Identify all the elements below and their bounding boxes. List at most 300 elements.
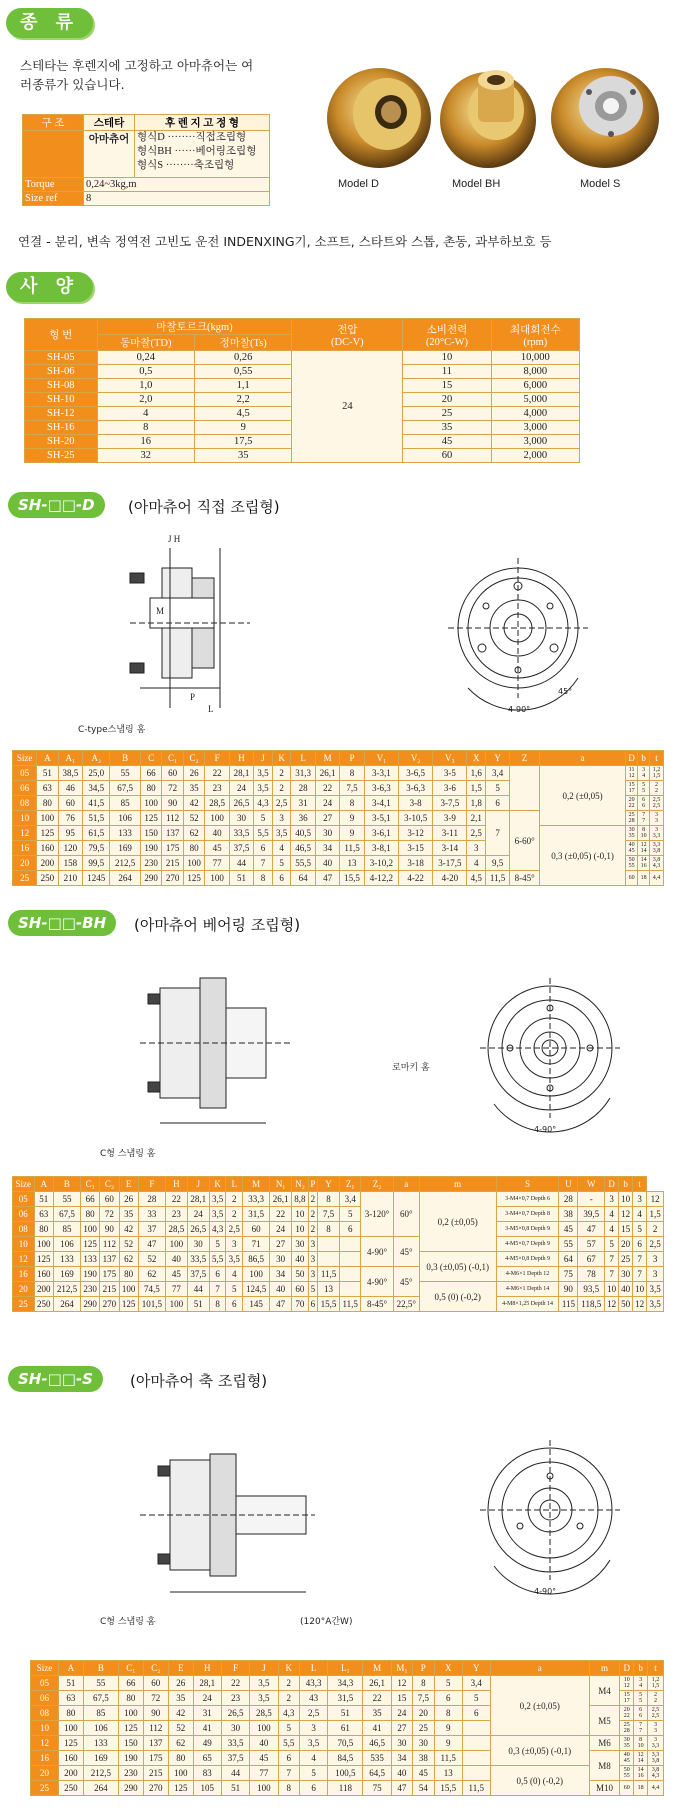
table-cell: 8 — [340, 796, 364, 811]
spec-col-model: 형 번 — [25, 319, 98, 351]
table-row — [13, 1267, 664, 1282]
table-cell: 10,000 — [491, 351, 579, 365]
table-cell: 1,1 — [195, 379, 292, 393]
table-cell: 0,3 (±0,05) (-0,1) — [490, 1736, 589, 1766]
table-cell: 3 — [272, 811, 291, 826]
table-cell: 35 — [363, 1706, 391, 1721]
table-cell: 160 — [37, 841, 59, 856]
table-cell: 85 — [83, 1706, 118, 1721]
types-col-flange: 후 렌 지 고 정 형 — [135, 115, 270, 131]
table-cell: 37,5 — [221, 1751, 249, 1766]
table-cell: 230 — [81, 1282, 100, 1297]
table-cell: 30 — [413, 1736, 435, 1751]
table-cell: 3,4 — [462, 1676, 490, 1691]
spec-col-dynamic: 동마찰(TD) — [97, 335, 195, 351]
table-cell: 52 — [138, 1252, 165, 1267]
table-cell: 100 — [165, 1297, 187, 1312]
table-cell — [339, 1267, 361, 1282]
table-cell: 25 — [403, 407, 491, 421]
table-cell: 7 — [486, 811, 510, 856]
table-cell: 12 14 — [634, 1751, 648, 1766]
table-cell: 190 — [140, 841, 162, 856]
spec-col-voltage-unit: (DC-V) — [331, 336, 364, 348]
table-cell: 2,5 — [272, 796, 291, 811]
table-cell: 2,5 2,5 — [647, 1706, 663, 1721]
table-cell: 12 — [13, 826, 37, 841]
table-cell: 16 — [31, 1751, 59, 1766]
table-cell: 62 — [119, 1252, 138, 1267]
column-header: Z₁ — [339, 1177, 361, 1192]
table-cell: 3-9 — [433, 811, 467, 826]
table-cell: 6 — [308, 1297, 317, 1312]
table-cell: 10 — [292, 1222, 309, 1237]
table-cell: 28,5 — [205, 796, 229, 811]
table-cell: 05 — [13, 766, 37, 781]
table-cell: 15,5 — [318, 1297, 340, 1312]
table-cell: 8,000 — [491, 365, 579, 379]
table-cell: 145 — [243, 1297, 270, 1312]
table-cell: 15,5 — [340, 871, 364, 886]
table-cell: 3-10,2 — [364, 856, 398, 871]
table-cell: 5 — [209, 1237, 226, 1252]
table-cell: 15,5 — [434, 1781, 462, 1796]
table-cell: 100 — [243, 1267, 270, 1282]
table-cell: 6 — [486, 796, 510, 811]
table-cell: 06 — [31, 1691, 59, 1706]
table-cell: 61 — [328, 1721, 363, 1736]
table-cell: 72 — [162, 781, 184, 796]
table-cell: 100 — [58, 1721, 83, 1736]
table-cell: 70,5 — [328, 1736, 363, 1751]
table-cell: 20 — [31, 1766, 59, 1781]
table-cell: 35 — [183, 781, 205, 796]
table-cell: 12 — [391, 1676, 412, 1691]
spec-col-torque: 마찰토르크(kgm) — [97, 319, 292, 335]
table-cell: 5,5 — [254, 826, 273, 841]
table-cell: SH-20 — [25, 435, 98, 449]
table-cell: 3-8,1 — [364, 841, 398, 856]
table-cell: 26 — [183, 766, 205, 781]
table-cell: 38,5 — [58, 766, 82, 781]
column-header: Size — [13, 751, 37, 766]
table-cell: 43 — [300, 1691, 328, 1706]
column-header: K — [278, 1661, 300, 1676]
table-cell: 6 — [300, 1781, 328, 1796]
column-header: B — [53, 1177, 80, 1192]
table-cell: 200 — [34, 1282, 53, 1297]
table-cell: 28,1 — [193, 1676, 221, 1691]
column-header: P — [413, 1661, 435, 1676]
table-cell: 5 — [339, 1207, 361, 1222]
table-cell: M4 — [589, 1676, 619, 1706]
column-header: C₁ — [118, 1661, 143, 1676]
table-cell: 2 — [308, 1222, 317, 1237]
table-cell: 26,5 — [229, 796, 253, 811]
table-cell: 99,5 — [83, 856, 110, 871]
table-cell: 100,5 — [328, 1766, 363, 1781]
table-cell: 3-5 — [433, 766, 467, 781]
column-header: Y — [318, 1177, 340, 1192]
table-row — [13, 766, 664, 781]
table-bh — [12, 1176, 664, 1312]
column-header: A — [37, 751, 59, 766]
table-cell: 46,5 — [291, 841, 315, 856]
table-cell: 10 — [633, 1282, 647, 1297]
table-cell: 33 — [138, 1207, 165, 1222]
table-cell: 7 7 — [638, 811, 650, 826]
column-header: H — [165, 1177, 187, 1192]
table-cell: 3,000 — [491, 435, 579, 449]
column-header: a — [490, 1661, 589, 1676]
table-cell: 45° — [393, 1237, 419, 1267]
table-cell: 3-6 — [433, 781, 467, 796]
table-cell: 290 — [140, 871, 162, 886]
table-cell: 30 35 — [620, 1736, 634, 1751]
table-cell: 100 — [165, 1237, 187, 1252]
table-cell: 3,4 — [486, 766, 510, 781]
table-cell: 44 — [221, 1766, 249, 1781]
table-cell: 45 — [205, 841, 229, 856]
table-cell: 133 — [83, 1736, 118, 1751]
table-cell: 12 — [619, 1207, 633, 1222]
table-cell: 24 — [315, 796, 339, 811]
table-cell: 2,5 — [647, 1237, 664, 1252]
table-cell: 66 — [140, 766, 162, 781]
column-header: P — [308, 1177, 317, 1192]
table-row — [13, 1222, 664, 1237]
table-cell: 100 — [168, 1766, 193, 1781]
table-cell: 72 — [100, 1207, 119, 1222]
table-cell: 31,5 — [328, 1691, 363, 1706]
table-cell: 60 — [162, 766, 184, 781]
table-cell: 2 — [272, 781, 291, 796]
table-cell: 25 — [619, 1252, 633, 1267]
types-badge: 종 류 — [6, 8, 93, 38]
table-cell: 20 — [619, 1237, 633, 1252]
table-cell: 62 — [183, 826, 205, 841]
column-header: D — [620, 1661, 634, 1676]
model-d-caption: Model D — [338, 178, 379, 190]
table-cell: 0,5 (0) (-0,2) — [419, 1282, 496, 1312]
table-cell: 5 — [254, 811, 273, 826]
table-cell: 3-17,5 — [433, 856, 467, 871]
table-cell: 76 — [58, 811, 82, 826]
table-cell: 75 — [559, 1267, 578, 1282]
column-header: L — [291, 751, 315, 766]
table-cell: 5 — [462, 1691, 490, 1706]
svg-text:4-90°: 4-90° — [508, 705, 531, 714]
table-cell: 4,3 — [278, 1706, 300, 1721]
section-d-note: C-type스냅링 홈 — [78, 725, 146, 735]
types-row-armature: 아마츄어 — [84, 131, 135, 178]
table-cell: 2,0 — [97, 393, 195, 407]
table-cell: 118,5 — [578, 1297, 605, 1312]
table-cell: 10 12 — [620, 1676, 634, 1691]
column-header: H — [193, 1661, 221, 1676]
table-cell: 3-10,5 — [399, 811, 433, 826]
column-header: U — [559, 1177, 578, 1192]
table-cell: 79,5 — [83, 841, 110, 856]
drawing-bh-side — [100, 948, 300, 1148]
table-cell: 6 6 — [638, 796, 650, 811]
table-cell: 62 — [138, 1267, 165, 1282]
table-cell: 4-M6×1 Depth 14 — [496, 1282, 559, 1297]
column-header: Z₂ — [361, 1177, 393, 1192]
table-cell: 24 — [187, 1207, 209, 1222]
table-cell: 37,5 — [229, 841, 253, 856]
table-cell: 3-M5×0,8 Depth 9 — [496, 1222, 559, 1237]
table-cell: 66 — [81, 1192, 100, 1207]
table-cell: 150 — [118, 1736, 143, 1751]
table-cell: 1,6 — [467, 766, 486, 781]
table-cell: 60 — [143, 1676, 168, 1691]
table-cell: 100 — [250, 1781, 278, 1796]
table-cell: 2 — [226, 1192, 243, 1207]
table-cell: 28,1 — [187, 1192, 209, 1207]
table-cell: SH-25 — [25, 449, 98, 463]
table-cell: 60 — [292, 1282, 309, 1297]
table-cell: 10 — [13, 1237, 35, 1252]
table-cell: 3-7,5 — [433, 796, 467, 811]
table-cell: 24 — [391, 1706, 412, 1721]
table-cell: 22 — [270, 1207, 292, 1222]
table-cell: 212,5 — [53, 1282, 80, 1297]
column-header: F — [138, 1177, 165, 1192]
table-cell: 10 — [13, 811, 37, 826]
table-cell: 65 — [193, 1751, 221, 1766]
table-cell: 125 — [119, 1297, 138, 1312]
svg-text:M: M — [156, 606, 165, 616]
table-cell: 150 — [140, 826, 162, 841]
table-cell: 60° — [393, 1192, 419, 1237]
table-cell: 106 — [53, 1237, 80, 1252]
table-cell: 12 — [633, 1297, 647, 1312]
table-cell — [339, 1252, 361, 1267]
table-row — [13, 1297, 664, 1312]
table-cell: 45 — [403, 435, 491, 449]
table-cell: 50 55 — [625, 856, 637, 871]
section-d-title: (아마츄어 직접 조립형) — [128, 498, 280, 516]
model-s-photo — [549, 58, 661, 170]
table-cell: 0,3 (±0,05) (-0,1) — [540, 826, 626, 886]
table-cell: 25 28 — [620, 1721, 634, 1736]
column-header: J — [187, 1177, 209, 1192]
column-header: L — [300, 1661, 328, 1676]
table-cell: 26 — [168, 1676, 193, 1691]
table-cell: 55 — [110, 766, 140, 781]
column-header: t — [633, 1177, 647, 1192]
section-bh-note: C형 스냅링 홈 — [100, 1149, 156, 1159]
table-cell: 70 — [292, 1297, 309, 1312]
sizeref-label: Size ref — [23, 192, 84, 206]
table-cell: 74,5 — [138, 1282, 165, 1297]
table-cell: 4-M5×0,7 Depth 9 — [496, 1237, 559, 1252]
table-cell: 11,5 — [486, 871, 510, 886]
table-cell: 3 4 — [638, 766, 650, 781]
table-cell: 30 — [229, 811, 253, 826]
table-cell: 190 — [118, 1751, 143, 1766]
table-cell: 3 3,3 — [650, 826, 664, 841]
table-cell: 5 — [272, 856, 291, 871]
table-cell: 8 — [318, 1192, 340, 1207]
table-cell: 51,5 — [83, 811, 110, 826]
table-cell: 4 — [300, 1751, 328, 1766]
table-cell: 3-M4×0,7 Depth 8 — [496, 1207, 559, 1222]
table-cell: 7,5 — [340, 781, 364, 796]
table-cell: 3,8 4,3 — [647, 1766, 663, 1781]
column-header: X — [467, 751, 486, 766]
table-cell: 2,5 — [467, 826, 486, 841]
model-d-photo — [325, 58, 433, 170]
table-cell: 2 — [308, 1207, 317, 1222]
table-cell: 1,2 1,5 — [647, 1676, 663, 1691]
table-cell: 264 — [110, 871, 140, 886]
table-cell: 2,1 — [467, 811, 486, 826]
types-table — [22, 114, 270, 206]
column-header: A — [34, 1177, 53, 1192]
table-cell: 42 — [119, 1222, 138, 1237]
table-cell: 215 — [143, 1766, 168, 1781]
table-cell: 5 5 — [634, 1691, 648, 1706]
table-cell: 112 — [162, 811, 184, 826]
table-cell: SH-10 — [25, 393, 98, 407]
table-cell: 3,4 — [339, 1192, 361, 1207]
table-cell: 215 — [100, 1282, 119, 1297]
table-cell: 16 — [97, 435, 195, 449]
table-cell: 6 6 — [634, 1706, 648, 1721]
table-cell — [462, 1736, 490, 1751]
table-cell: 33,5 — [221, 1736, 249, 1751]
table-cell: 1245 — [83, 871, 110, 886]
table-cell: 4,3 — [209, 1222, 226, 1237]
table-cell: 55 — [83, 1676, 118, 1691]
table-cell: 45 — [250, 1751, 278, 1766]
column-header: F — [221, 1661, 249, 1676]
table-cell: 30 — [187, 1237, 209, 1252]
table-cell: 212,5 — [83, 1766, 118, 1781]
table-cell: 12 14 — [638, 841, 650, 856]
table-cell: 22 — [165, 1192, 187, 1207]
svg-text:4-90°: 4-90° — [534, 1587, 557, 1596]
table-cell: 3-6,3 — [399, 781, 433, 796]
table-cell: 26 — [119, 1192, 138, 1207]
table-cell: 90 — [559, 1282, 578, 1297]
column-header: A₂ — [83, 751, 110, 766]
section-bh-code: SH-□□-BH — [8, 910, 116, 936]
drawing-s-side — [100, 1420, 320, 1620]
table-cell: 38 — [559, 1207, 578, 1222]
table-cell: 16 — [13, 841, 37, 856]
table-cell: 12 — [13, 1252, 35, 1267]
table-cell: 3-12 — [399, 826, 433, 841]
table-cell: 08 — [31, 1706, 59, 1721]
table-cell: 106 — [110, 811, 140, 826]
column-header: F — [205, 751, 229, 766]
column-header: X — [434, 1661, 462, 1676]
table-cell: 7 — [633, 1252, 647, 1267]
table-cell: 8 — [97, 421, 195, 435]
table-cell: 08 — [13, 1222, 35, 1237]
table-cell: 33,5 — [187, 1252, 209, 1267]
table-cell: 60 — [403, 449, 491, 463]
table-cell: 5,000 — [491, 393, 579, 407]
table-cell: 2,5 2,5 — [650, 796, 664, 811]
table-cell: 11,5 — [339, 1297, 361, 1312]
column-header: W — [578, 1177, 605, 1192]
table-cell: 51 — [58, 1676, 83, 1691]
table-cell: 133 — [81, 1252, 100, 1267]
table-cell: 0,26 — [195, 351, 292, 365]
table-cell: 34,3 — [328, 1676, 363, 1691]
table-cell: 95 — [58, 826, 82, 841]
table-cell: 25 — [413, 1721, 435, 1736]
table-cell: 3 — [633, 1192, 647, 1207]
table-cell — [462, 1721, 490, 1736]
table-cell: 9 — [434, 1736, 462, 1751]
table-cell: 3,3 3,8 — [650, 841, 664, 856]
table-cell: 169 — [53, 1267, 80, 1282]
table-cell: 4 — [467, 856, 486, 871]
table-cell: 2 — [308, 1192, 317, 1207]
table-cell: 13 — [434, 1766, 462, 1781]
table-cell: 5 — [300, 1766, 328, 1781]
table-cell: 05 — [31, 1676, 59, 1691]
table-cell: 51 — [229, 871, 253, 886]
table-cell: 47 — [578, 1222, 605, 1237]
table-cell: 40 45 — [620, 1751, 634, 1766]
table-cell: 3-8 — [399, 796, 433, 811]
table-cell: 26,5 — [187, 1222, 209, 1237]
table-cell: 66 — [118, 1676, 143, 1691]
table-cell: 6 — [254, 841, 273, 856]
table-cell: 80 — [37, 796, 59, 811]
table-cell: 8 — [209, 1297, 226, 1312]
table-cell: 6 — [272, 871, 291, 886]
table-cell: 250 — [37, 871, 59, 886]
column-header: E — [168, 1661, 193, 1676]
table-cell: 50 55 — [620, 1766, 634, 1781]
table-cell: 67,5 — [110, 781, 140, 796]
table-cell: 12 — [605, 1297, 619, 1312]
table-cell: 60 — [620, 1781, 634, 1796]
table-cell: 10 — [605, 1282, 619, 1297]
table-cell: 37 — [138, 1222, 165, 1237]
model-s-caption: Model S — [580, 178, 621, 190]
table-cell: 40 — [619, 1282, 633, 1297]
table-cell: 105 — [193, 1781, 221, 1796]
table-cell: 13 — [340, 856, 364, 871]
applications-text: 연결 - 분리, 변속 정역전 고빈도 운전 INDENXING기, 소프트, 스타트와 스톱, 촌동, 과부하보호 등 — [18, 234, 552, 249]
table-cell: 8 — [254, 871, 273, 886]
column-header: Size — [31, 1661, 59, 1676]
table-cell: 3,5 — [272, 826, 291, 841]
table-cell: 3 — [226, 1237, 243, 1252]
table-cell: 72 — [143, 1691, 168, 1706]
table-cell: 100 — [119, 1282, 138, 1297]
table-cell: 80 — [168, 1751, 193, 1766]
column-header: E — [119, 1177, 138, 1192]
table-cell: 23 — [221, 1691, 249, 1706]
table-cell: 3,5 — [300, 1736, 328, 1751]
table-cell — [462, 1751, 490, 1766]
table-cell: 50 — [619, 1297, 633, 1312]
table-cell: 71 — [243, 1237, 270, 1252]
spec-table — [24, 318, 580, 463]
table-cell: 125 — [58, 1736, 83, 1751]
table-cell: 23 — [165, 1207, 187, 1222]
table-cell: 77 — [205, 856, 229, 871]
table-cell: 8-45° — [510, 871, 540, 886]
